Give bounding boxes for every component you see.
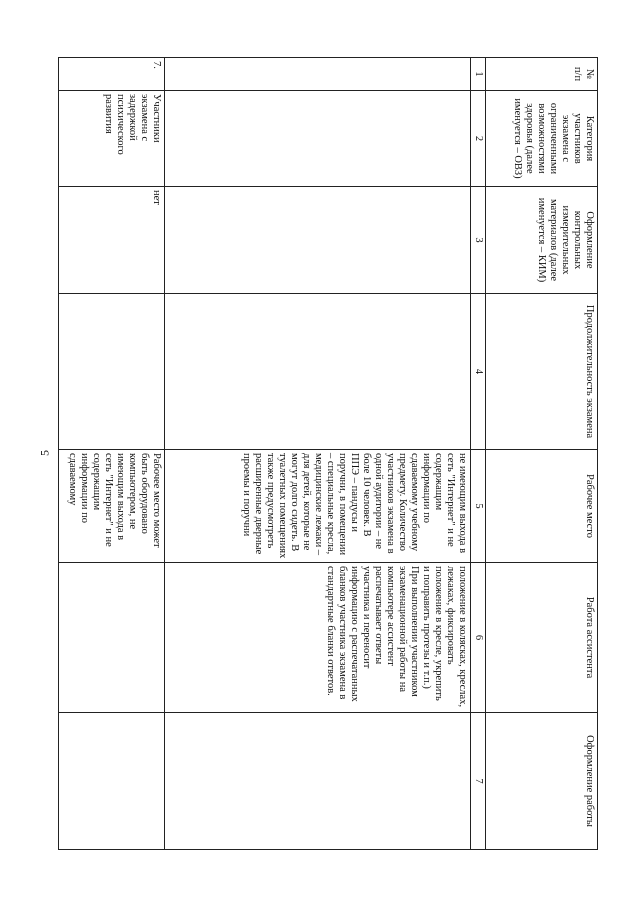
row-design [59,713,165,850]
page-number: 5 [37,450,52,456]
rotated-page [58,57,598,849]
row-kim [165,187,471,294]
row-kim: нет [59,187,165,294]
row-number: 7. [59,58,165,91]
exam-conditions-table [58,57,598,850]
column-number: 7 [471,713,486,850]
row-assistant: положение в колясках, креслах, лежаках, фиксировать положение в кресле, укрепить и поправить протезы и т.п.) При выполнении участником экзаменационной работы на компьютере ассистент распечатывает ответы участника и переносит информацию с распечатанных бланков участника экзамена в стандартные бланки ответов. [165,563,471,713]
header-duration: Продолжительность экзамена [486,294,598,450]
column-number-row [471,58,486,850]
row-assistant [59,563,165,713]
row-workplace: не имеющим выхода в сеть "Интернет" и не содержащим информации по сдаваемому учебному предмету. Количество участников экзамена в одной аудитории – не боле 10 человек. В ППЭ – пандусы и поручни, в помещении – специальные кресла, медицинские лежаки – для детей, которые не могут долго сидеть. В туалетных помещениях также предусмотреть расширенные дверные проемы и поручни [165,450,471,563]
column-number: 1 [471,58,486,91]
table-row [59,58,165,850]
page-number-area [0,0,60,905]
header-category: Категория участников экзамена с ограниченными возможностями здоровья (далее именуется – ОВЗ) [486,91,598,187]
column-number: 3 [471,187,486,294]
column-number: 6 [471,563,486,713]
row-category [165,91,471,187]
column-number: 4 [471,294,486,450]
header-assistant: Работа ассистента [486,563,598,713]
row-duration [165,294,471,450]
header-design: Оформление работы [486,713,598,850]
row-category: Участники экзамена с задержкой психического развития [59,91,165,187]
column-number: 2 [471,91,486,187]
header-row [486,58,598,850]
column-number: 5 [471,450,486,563]
row-number [165,58,471,91]
header-workplace: Рабочее место [486,450,598,563]
header-number: № п/п [486,58,598,91]
header-kim: Оформление контрольных измерительных материалов (далее именуется – КИМ) [486,187,598,294]
row-duration [59,294,165,450]
table-row [165,58,471,850]
row-design [165,713,471,850]
row-workplace: Рабочее место может быть оборудовано компьютером, не имеющим выхода в сеть "Интернет" и не содержащим информации по сдаваемому [59,450,165,563]
